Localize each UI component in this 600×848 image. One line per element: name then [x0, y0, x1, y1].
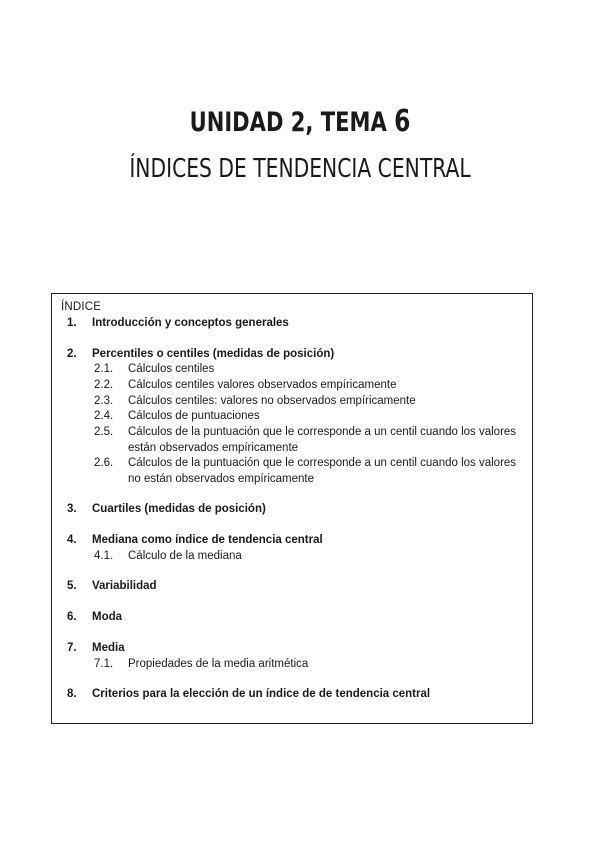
toc-section-number: 8. [67, 688, 77, 700]
toc-section-number: 5. [67, 580, 77, 592]
toc-subsection-number: 4.1. [94, 550, 114, 562]
toc-subsection-number: 2.4. [94, 410, 114, 422]
unit-number: 6 [394, 104, 411, 139]
toc-section-title: Variabilidad [92, 580, 157, 592]
toc-subsection-title: Cálculos de puntuaciones [128, 410, 260, 422]
toc-subsection-number: 2.3. [94, 395, 114, 407]
toc-subsection-number: 2.2. [94, 379, 114, 391]
toc-subsection-number: 2.1. [94, 363, 114, 375]
table-of-contents [51, 293, 533, 724]
toc-section-number: 7. [67, 642, 77, 654]
toc-subsection-title: Propiedades de la media aritmética [128, 658, 309, 670]
toc-section-number: 3. [67, 503, 77, 515]
unit-title-text: UNIDAD 2, TEMA [189, 107, 387, 138]
toc-section-number: 1. [67, 317, 77, 329]
toc-subsection-number: 2.6. [94, 457, 114, 469]
toc-section-title: Criterios para la elección de un índice de de tendencia central [92, 688, 431, 700]
toc-subsection-title: Cálculo de la mediana [128, 550, 242, 562]
toc-subsection-title: Cálculos de la puntuación que le corresponde a un centil cuando los valores están observados empíricamente [128, 426, 517, 454]
toc-section-title: Percentiles o centiles (medidas de posición) [92, 348, 335, 360]
toc-section-number: 2. [67, 348, 77, 360]
toc-subsection-number: 7.1. [94, 658, 114, 670]
toc-subsection-number: 2.5. [94, 426, 114, 438]
toc-section-title: Introducción y conceptos generales [92, 317, 289, 329]
toc-subsection-title: Cálculos centiles valores observados empíricamente [128, 379, 397, 391]
toc-section-title: Moda [92, 611, 123, 623]
toc-section-title: Cuartiles (medidas de posición) [92, 503, 266, 515]
toc-section-number: 4. [67, 534, 77, 546]
toc-subsection-title: Cálculos centiles [128, 363, 215, 375]
unit-title [66, 104, 534, 139]
toc-section-title: Mediana como índice de tendencia central [92, 534, 323, 546]
toc-heading: ÍNDICE [61, 301, 102, 313]
page-subtitle: ÍNDICES DE TENDENCIA CENTRAL [129, 154, 471, 184]
toc-subsection-title: Cálculos de la puntuación que le corresponde a un centil cuando los valores no están observados empíricamente [128, 457, 517, 485]
toc-subsection-title: Cálculos centiles: valores no observados empíricamente [128, 395, 416, 407]
toc-section-number: 6. [67, 611, 77, 623]
toc-section-title: Media [92, 642, 125, 654]
